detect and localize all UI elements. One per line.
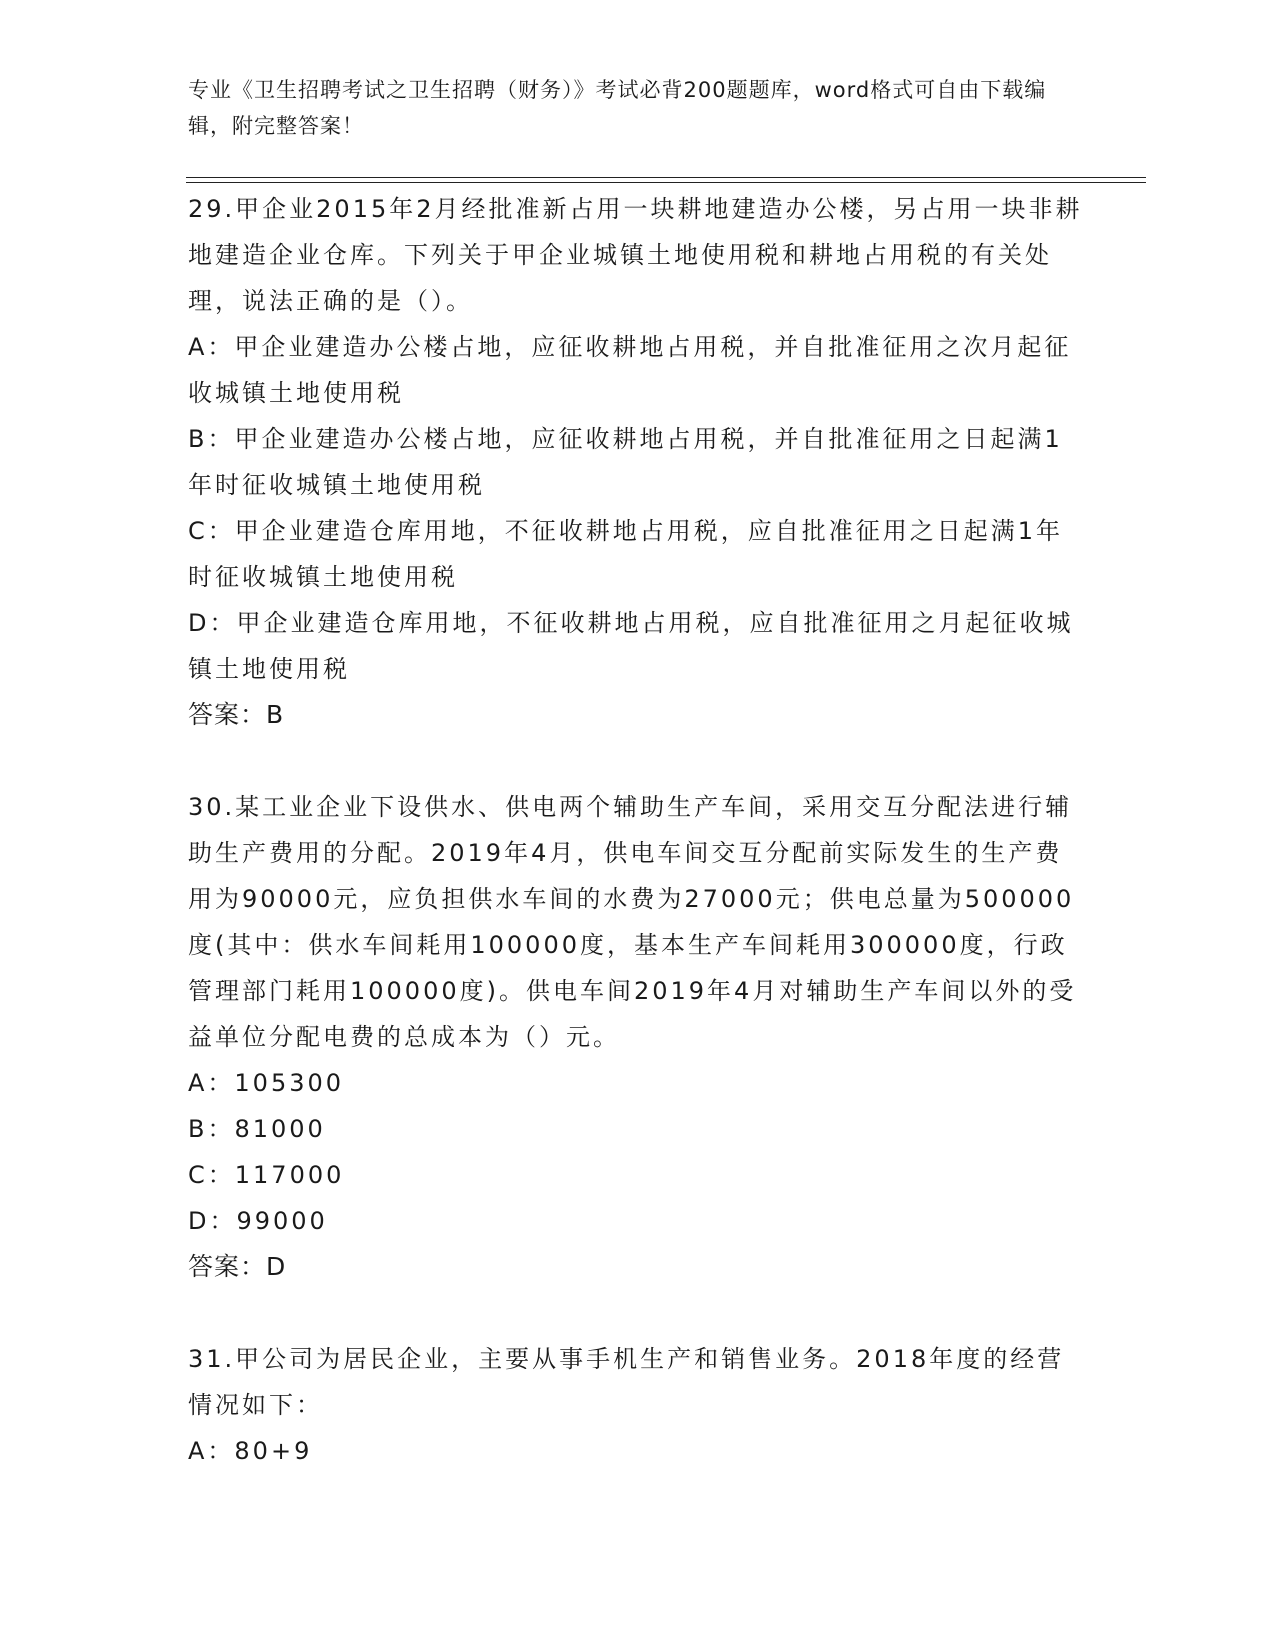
question-spacer — [188, 1290, 1088, 1336]
question-29 — [188, 186, 1088, 738]
option-b: B：甲企业建造办公楼占地，应征收耕地占用税，并自批准征用之日起满1年时征收城镇土地使用税 — [188, 425, 1063, 499]
option-d: D：99000 — [188, 1207, 328, 1235]
option-c: C：甲企业建造仓库用地，不征收耕地占用税，应自批准征用之日起满1年时征收城镇土地使用税 — [188, 517, 1064, 591]
question-stem: 30.某工业企业下设供水、供电两个辅助生产车间，采用交互分配法进行辅助生产费用的分配。2019年4月，供电车间交互分配前实际发生的生产费用为90000元，应负担供水车间的水费为27000元；供电总量为500000度(其中：供水车间耗用100000度，基本生产车间耗用300000度，行政管理部门耗用100000度)。供电车间2019年4月对辅助生产车间以外的受益单位分配电费的总成本为（）元。 — [188, 793, 1077, 1051]
option-b: B：81000 — [188, 1115, 326, 1143]
question-31 — [188, 1336, 1088, 1474]
question-list — [188, 186, 1088, 1474]
question-spacer — [188, 738, 1088, 784]
question-30 — [188, 784, 1088, 1290]
option-a: A：80+9 — [188, 1437, 313, 1465]
answer: 答案：B — [188, 700, 285, 729]
option-d: D：甲企业建造仓库用地，不征收耕地占用税，应自批准征用之月起征收城镇土地使用税 — [188, 609, 1074, 683]
question-stem: 29.甲企业2015年2月经批准新占用一块耕地建造办公楼，另占用一块非耕地建造企业仓库。下列关于甲企业城镇土地使用税和耕地占用税的有关处理，说法正确的是（）。 — [188, 195, 1083, 315]
option-a: A：甲企业建造办公楼占地，应征收耕地占用税，并自批准征用之次月起征收城镇土地使用税 — [188, 333, 1072, 407]
answer: 答案：D — [188, 1252, 287, 1281]
document-header: 专业《卫生招聘考试之卫生招聘（财务）》考试必背200题题库，word格式可自由下载编辑，附完整答案！ — [188, 78, 1047, 138]
option-c: C：117000 — [188, 1161, 345, 1189]
question-stem: 31.甲公司为居民企业，主要从事手机生产和销售业务。2018年度的经营情况如下： — [188, 1345, 1065, 1419]
header-divider-top — [186, 177, 1146, 178]
option-a: A：105300 — [188, 1069, 345, 1097]
header-divider-bottom — [186, 182, 1146, 183]
